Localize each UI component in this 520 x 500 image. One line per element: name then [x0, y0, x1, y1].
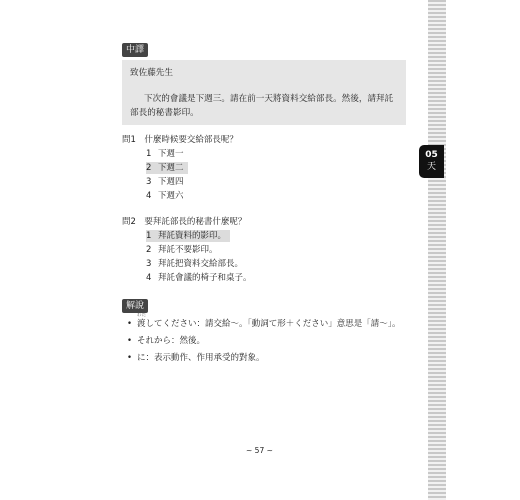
translation-greeting: 致佐藤先生 — [130, 68, 173, 78]
chapter-tab — [419, 145, 444, 178]
page-number: ~ 57 ~ — [246, 446, 273, 455]
chapter-number: 05 — [425, 150, 438, 160]
question-1-option-3: 3 下週四 — [146, 177, 184, 187]
question-1-option-2-answer: 2 下週二 — [146, 162, 188, 174]
question-2-prompt: 問2 要拜託部長的秘書什麼呢？ — [122, 217, 247, 227]
question-1-option-4: 4 下週六 — [146, 191, 184, 201]
explanation-item-2: • それから：然後。 — [127, 336, 206, 346]
explanation-item-1: • 渡してください：請交給～。「動詞て形＋ください」意思是「請～」。 — [127, 319, 401, 329]
question-2-option-3: 3 拜託把資料交給部長。 — [146, 259, 244, 269]
furigana-wata: わた — [137, 313, 146, 318]
question-2-option-1-answer: 1 拜託資料的影印。 — [146, 230, 230, 242]
question-1-option-1: 1 下週一 — [146, 149, 184, 159]
page-edge-stripes — [428, 0, 446, 500]
question-2-option-2: 2 拜託不要影印。 — [146, 245, 218, 255]
explanation-label: 解說 — [122, 299, 148, 313]
translation-label: 中譯 — [122, 43, 148, 57]
translation-body: 下次的會議是下週三。請在前一天將資料交給部長。然後，請拜託部長的秘書影印。 — [130, 94, 394, 118]
question-1-prompt: 問1 什麼時候要交給部長呢？ — [122, 135, 238, 145]
question-2-option-4: 4 拜託會議的椅子和桌子。 — [146, 273, 252, 283]
explanation-item-3: • に：表示動作、作用承受的對象。 — [127, 353, 265, 363]
translation-box — [122, 60, 406, 125]
chapter-unit: 天 — [426, 162, 436, 172]
